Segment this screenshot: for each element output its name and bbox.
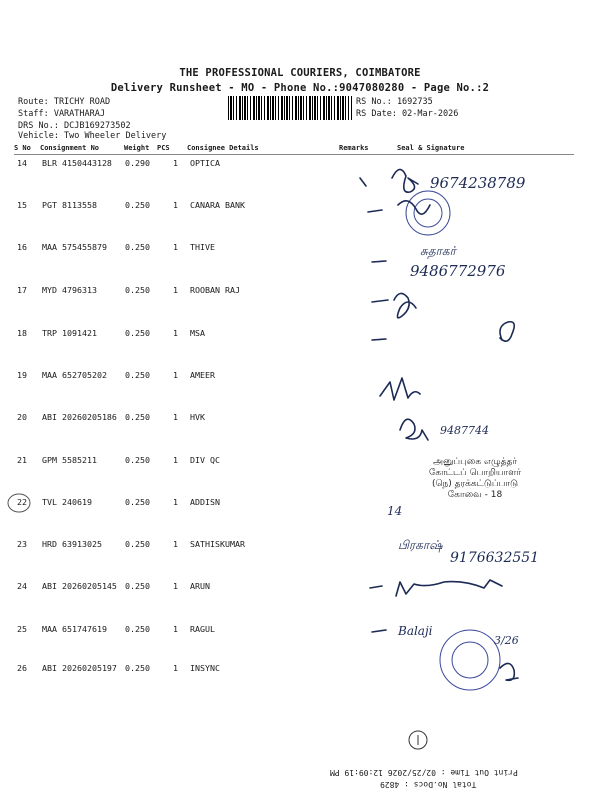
row-pcs: 1	[173, 455, 178, 465]
row-sno: 14	[17, 158, 27, 168]
row-weight: 0.250	[125, 663, 150, 673]
row-weight: 0.250	[125, 539, 150, 549]
col-seal: Seal & Signature	[397, 144, 465, 152]
row-sno: 18	[17, 328, 27, 338]
row-consignee: CANARA BANK	[190, 200, 245, 210]
handwritten-phone-row14: 9674238789	[430, 174, 526, 192]
header-divider	[14, 154, 574, 155]
row-weight: 0.250	[125, 497, 150, 507]
company-title: THE PROFESSIONAL COURIERS, COIMBATORE	[179, 67, 421, 79]
stamp-line-4: கோவை - 18	[447, 490, 503, 500]
staff-label: Staff: VARATHARAJ	[18, 109, 105, 119]
row-consignment: ABI 20260205197	[42, 663, 117, 673]
row-pcs: 1	[173, 412, 178, 422]
row-consignment: MAA 652705202	[42, 370, 107, 380]
row-sno: 24	[17, 581, 27, 591]
row-consignment: PGT 8113558	[42, 200, 97, 210]
handwritten-pencil-row22: 14	[387, 504, 403, 518]
col-pcs: PCS	[157, 144, 170, 152]
row-consignment: TVL 240619	[42, 497, 92, 507]
row-pcs: 1	[173, 581, 178, 591]
handwritten-name-row16: சுதாகர்	[420, 244, 456, 258]
stamp-line-1: அனுப்புகை எழுத்தர்	[432, 457, 518, 467]
row-pcs: 1	[173, 663, 178, 673]
col-remarks: Remarks	[339, 144, 369, 152]
row-weight: 0.290	[125, 158, 150, 168]
table-row	[0, 285, 600, 305]
row-sno: 15	[17, 200, 27, 210]
row-pcs: 1	[173, 328, 178, 338]
row-consignee: RAGUL	[190, 624, 215, 634]
row-sno: 26	[17, 663, 27, 673]
col-consignee: Consignee Details	[187, 144, 259, 152]
vehicle-label: Vehicle: Two Wheeler Delivery	[18, 131, 167, 141]
row-sno: 17	[17, 285, 27, 295]
row-consignee: ADDISN	[190, 497, 220, 507]
col-weight: Weight	[124, 144, 150, 152]
handwritten-phone-row16: 9486772976	[410, 262, 506, 280]
row-weight: 0.250	[125, 581, 150, 591]
table-row	[0, 328, 600, 348]
row-pcs: 1	[173, 497, 178, 507]
row-weight: 0.250	[125, 455, 150, 465]
row-sno: 23	[17, 539, 27, 549]
row-consignee: DIV QC	[190, 455, 220, 465]
row-consignee: ROOBAN RAJ	[190, 285, 240, 295]
rs-number: RS No.: 1692735	[356, 97, 433, 107]
row-weight: 0.250	[125, 412, 150, 422]
row-consignment: BLR 4150443128	[42, 158, 112, 168]
row-weight: 0.250	[125, 624, 150, 634]
table-row	[0, 412, 600, 432]
handwritten-phone-row23: 9176632551	[450, 550, 540, 566]
row-pcs: 1	[173, 285, 178, 295]
total-docs: Total No.Docs : 4829	[380, 780, 477, 789]
row-pcs: 1	[173, 624, 178, 634]
row-weight: 0.250	[125, 370, 150, 380]
page-count-circle	[409, 731, 427, 749]
row-sno: 22	[17, 497, 27, 507]
row-pcs: 1	[173, 200, 178, 210]
table-row	[0, 200, 600, 220]
row-consignment: ABI 20260205145	[42, 581, 117, 591]
row-consignee: HVK	[190, 412, 205, 422]
row-sno: 19	[17, 370, 27, 380]
row-consignment: TRP 1091421	[42, 328, 97, 338]
row-pcs: 1	[173, 158, 178, 168]
row-pcs: 1	[173, 539, 178, 549]
row-consignment: MYD 4796313	[42, 285, 97, 295]
row-weight: 0.250	[125, 242, 150, 252]
route-label: Route: TRICHY ROAD	[18, 97, 111, 107]
row-sno: 20	[17, 412, 27, 422]
row-pcs: 1	[173, 370, 178, 380]
col-sno: S No	[14, 144, 31, 152]
row-consignee: OPTICA	[190, 158, 220, 168]
row-consignee: ARUN	[190, 581, 210, 591]
stamp-line-2: கோட்டப் பொறியாளர்	[428, 468, 522, 478]
row-consignment: MAA 575455879	[42, 242, 107, 252]
row-consignment: HRD 63913025	[42, 539, 102, 549]
table-row	[0, 663, 600, 683]
rs-date: RS Date: 02-Mar-2026	[356, 109, 459, 119]
row-sno: 25	[17, 624, 27, 634]
handwritten-phone-row20: 9487744	[440, 424, 489, 437]
runsheet-barcode	[228, 96, 352, 120]
row-consignee: THIVE	[190, 242, 215, 252]
row-weight: 0.250	[125, 200, 150, 210]
drs-label: DRS No.: DCJB169273502	[18, 121, 131, 131]
handwritten-date-row25: 3/26	[494, 634, 519, 647]
row-consignment: ABI 20260205186	[42, 412, 117, 422]
table-row	[0, 242, 600, 262]
row-consignment: GPM 5585211	[42, 455, 97, 465]
table-row	[0, 370, 600, 390]
official-stamp-row21	[410, 457, 540, 501]
row-consignment: MAA 651747619	[42, 624, 107, 634]
row-consignee: INSYNC	[190, 663, 220, 673]
col-consignment: Consignment No	[40, 144, 100, 152]
row-sno: 16	[17, 242, 27, 252]
row-weight: 0.250	[125, 285, 150, 295]
row-sno: 21	[17, 455, 27, 465]
handwritten-name-row23: பிரகாஷ்	[398, 538, 443, 552]
runsheet-subtitle: Delivery Runsheet - MO - Phone No.:9047080280 - Page No.:2	[110, 82, 490, 94]
handwritten-name-row25: Balaji	[398, 624, 433, 638]
table-row	[0, 581, 600, 601]
stamp-line-3: (நெ) தரக்கட்டுப்பாடு	[431, 479, 518, 489]
row-consignee: AMEER	[190, 370, 215, 380]
row-consignee: SATHISKUMAR	[190, 539, 245, 549]
print-out-time: Print Out Time : 02/25/2026 12:09:19 PM	[330, 768, 518, 777]
row-pcs: 1	[173, 242, 178, 252]
row-consignee: MSA	[190, 328, 205, 338]
remark-tick-row14	[360, 178, 366, 186]
row-weight: 0.250	[125, 328, 150, 338]
